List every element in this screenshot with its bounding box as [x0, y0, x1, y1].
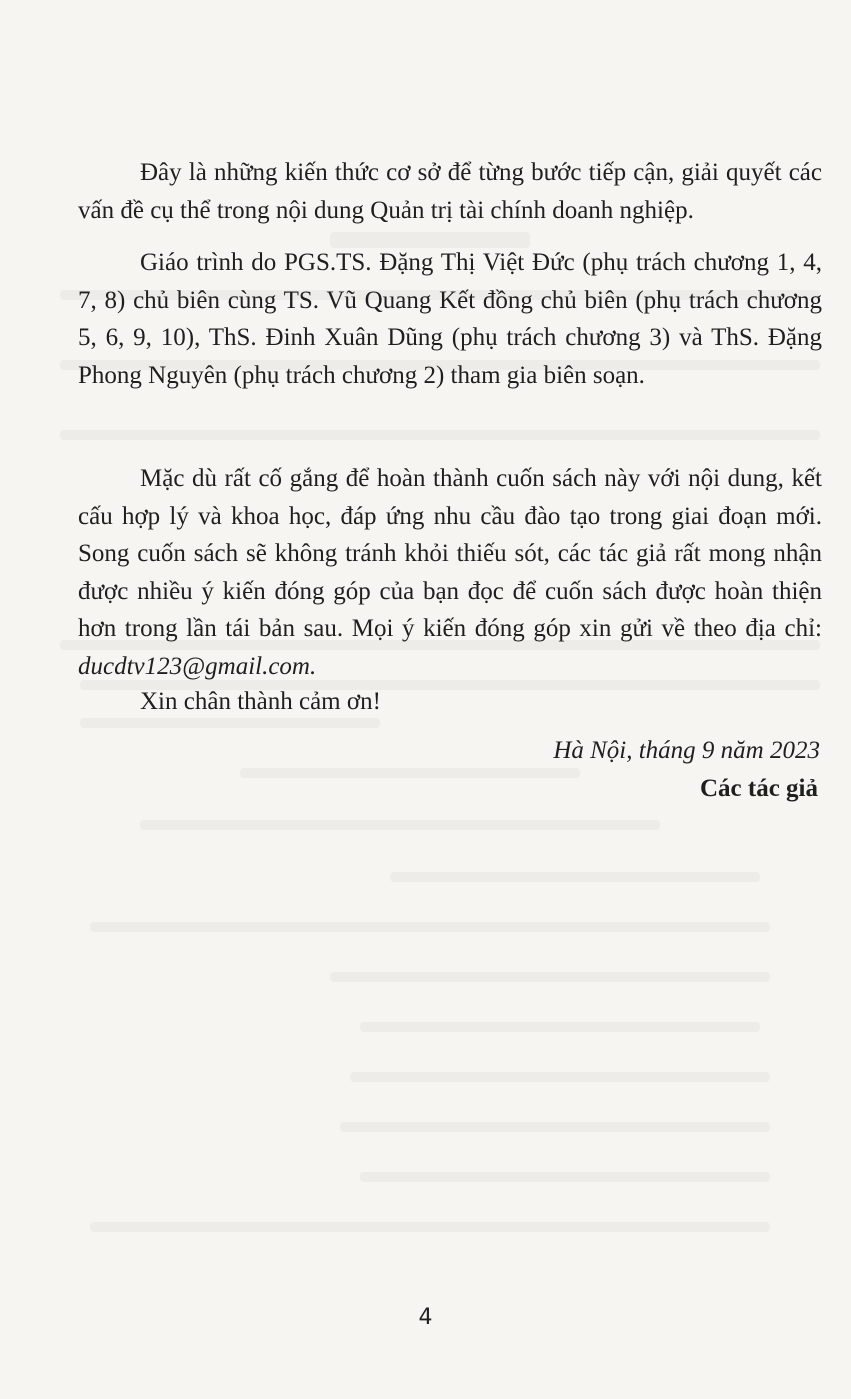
contact-email: ducdtv123@gmail.com.: [78, 652, 317, 680]
paragraph-1: Đây là những kiến thức cơ sở để từng bước tiếp cận, giải quyết các vấn đề cụ thể trong nội dung Quản trị tài chính doanh nghiệp.: [78, 159, 822, 224]
paragraph-3: [78, 460, 822, 685]
paragraph-4: Xin chân thành cảm ơn!: [140, 688, 381, 715]
signature: Các tác giả: [699, 775, 818, 802]
place-date: Hà Nội, tháng 9 năm 2023: [553, 737, 820, 764]
page-number: 4: [418, 1305, 433, 1330]
paragraph-2: Giáo trình do PGS.TS. Đặng Thị Việt Đức (phụ trách chương 1, 4, 7, 8) chủ biên cùng TS. Vũ Quang Kết đồng chủ biên (phụ trách chương 5, 6, 9, 10), ThS. Đinh Xuân Dũng (phụ trách chương 3) và ThS. Đặng Phong Nguyên (phụ trách chương 2) tham gia biên soạn.: [78, 249, 822, 389]
paragraph-3-text: Mặc dù rất cố gắng để hoàn thành cuốn sách này với nội dung, kết cấu hợp lý và khoa học, đáp ứng nhu cầu đào tạo trong giai đoạn mới. Song cuốn sách sẽ không tránh khỏi thiếu sót, các tác giả rất mong nhận được nhiều ý kiến đóng góp của bạn đọc để cuốn sách được hoàn thiện hơn trong lần tái bản sau. Mọi ý kiến đóng góp xin gửi về theo địa chỉ:: [78, 465, 822, 642]
